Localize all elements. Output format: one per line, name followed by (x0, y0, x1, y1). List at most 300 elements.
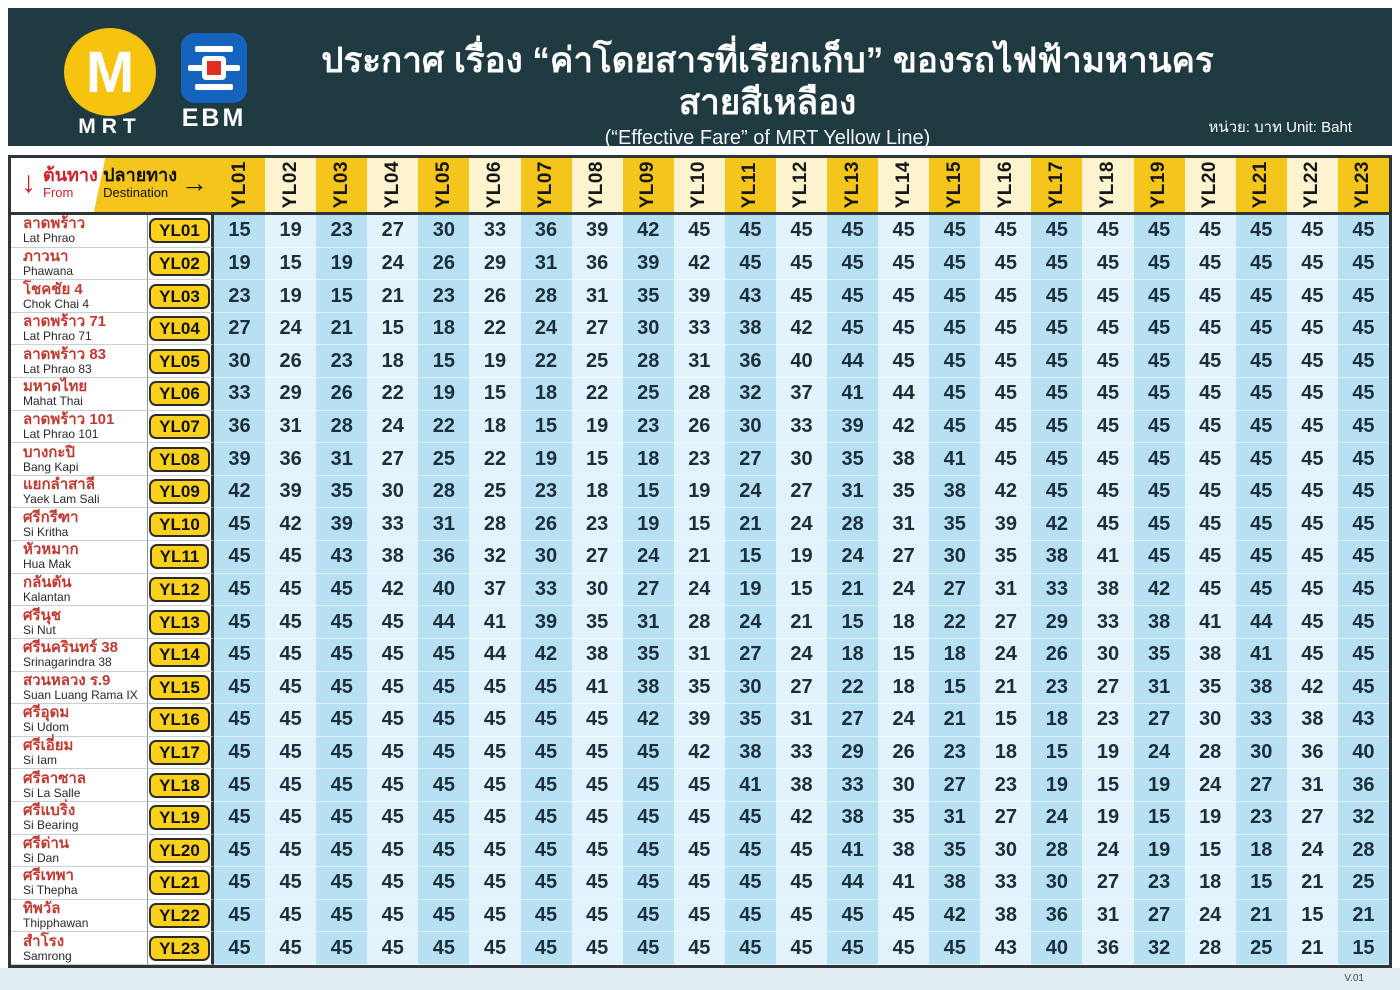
fare-cell-YL06-YL02: 29 (265, 378, 316, 411)
fare-cell-YL12-YL11: 19 (725, 574, 776, 607)
fare-cell-YL04-YL12: 42 (776, 313, 827, 346)
ebm-bar-top (195, 46, 233, 52)
fare-cell-YL01-YL13: 45 (827, 215, 878, 248)
fare-cell-YL22-YL12: 45 (776, 900, 827, 933)
fare-cell-YL02-YL08: 36 (572, 248, 623, 281)
station-name-YL01: ลาดพร้าว Lat Phrao (11, 215, 148, 248)
fare-cell-YL08-YL23: 45 (1338, 443, 1389, 476)
fare-cell-YL13-YL07: 39 (521, 606, 572, 639)
fare-cell-YL12-YL13: 21 (827, 574, 878, 607)
fare-cell-YL22-YL22: 15 (1287, 900, 1338, 933)
fare-cell-YL09-YL07: 23 (521, 476, 572, 509)
fare-cell-YL21-YL21: 15 (1236, 867, 1287, 900)
fare-cell-YL23-YL19: 32 (1134, 932, 1185, 965)
fare-cell-YL03-YL18: 45 (1082, 280, 1133, 313)
fare-cell-YL03-YL02: 19 (265, 280, 316, 313)
fare-cell-YL02-YL19: 45 (1134, 248, 1185, 281)
fare-cell-YL04-YL09: 30 (623, 313, 674, 346)
ebm-red-node (202, 56, 226, 80)
fare-cell-YL17-YL07: 45 (521, 737, 572, 770)
destination-label-thai: ปลายทาง (103, 165, 177, 185)
fare-cell-YL03-YL21: 45 (1236, 280, 1287, 313)
fare-cell-YL14-YL15: 18 (929, 639, 980, 672)
fare-cell-YL14-YL01: 45 (214, 639, 265, 672)
fare-cell-YL15-YL10: 35 (674, 672, 725, 705)
fare-cell-YL05-YL01: 30 (214, 345, 265, 378)
fare-cell-YL03-YL12: 45 (776, 280, 827, 313)
fare-cell-YL08-YL01: 39 (214, 443, 265, 476)
fare-cell-YL17-YL16: 18 (980, 737, 1031, 770)
fare-cell-YL06-YL03: 26 (316, 378, 367, 411)
fare-cell-YL11-YL03: 43 (316, 541, 367, 574)
fare-cell-YL19-YL03: 45 (316, 802, 367, 835)
fare-cell-YL23-YL10: 45 (674, 932, 725, 965)
fare-cell-YL14-YL07: 42 (521, 639, 572, 672)
station-name-YL07: ลาดพร้าว 101 Lat Phrao 101 (11, 411, 148, 444)
fare-cell-YL03-YL19: 45 (1134, 280, 1185, 313)
fare-cell-YL06-YL16: 45 (980, 378, 1031, 411)
fare-cell-YL22-YL05: 45 (418, 900, 469, 933)
station-name-YL19: ศรีแบริ่ง Si Bearing (11, 802, 148, 835)
fare-cell-YL21-YL17: 30 (1031, 867, 1082, 900)
station-name-YL20: ศรีด่าน Si Dan (11, 835, 148, 868)
fare-cell-YL12-YL14: 24 (878, 574, 929, 607)
fare-cell-YL07-YL22: 45 (1287, 411, 1338, 444)
fare-cell-YL10-YL05: 31 (418, 508, 469, 541)
fare-cell-YL06-YL06: 15 (469, 378, 520, 411)
fare-cell-YL20-YL12: 45 (776, 835, 827, 868)
fare-cell-YL21-YL03: 45 (316, 867, 367, 900)
fare-cell-YL16-YL22: 38 (1287, 704, 1338, 737)
fare-cell-YL11-YL04: 38 (367, 541, 418, 574)
fare-cell-YL20-YL21: 18 (1236, 835, 1287, 868)
fare-cell-YL02-YL06: 29 (469, 248, 520, 281)
fare-cell-YL09-YL15: 38 (929, 476, 980, 509)
fare-cell-YL08-YL07: 19 (521, 443, 572, 476)
ebm-logo (171, 33, 257, 133)
fare-cell-YL11-YL07: 30 (521, 541, 572, 574)
fare-cell-YL22-YL16: 38 (980, 900, 1031, 933)
fare-cell-YL23-YL02: 45 (265, 932, 316, 965)
fare-cell-YL05-YL02: 26 (265, 345, 316, 378)
fare-cell-YL11-YL05: 36 (418, 541, 469, 574)
mrt-logo-letter: M (85, 39, 135, 105)
station-badge-YL17: YL17 (148, 737, 214, 770)
fare-cell-YL10-YL10: 15 (674, 508, 725, 541)
fare-cell-YL17-YL03: 45 (316, 737, 367, 770)
fare-cell-YL16-YL09: 42 (623, 704, 674, 737)
station-name-YL08: บางกะปิ Bang Kapi (11, 443, 148, 476)
fare-cell-YL10-YL22: 45 (1287, 508, 1338, 541)
fare-cell-YL10-YL16: 39 (980, 508, 1031, 541)
fare-cell-YL08-YL18: 45 (1082, 443, 1133, 476)
fare-cell-YL04-YL02: 24 (265, 313, 316, 346)
title-thai: ประกาศ เรื่อง “ค่าโดยสารที่เรียกเก็บ” ของรถไฟฟ้ามหานคร สายสีเหลือง (321, 41, 1214, 122)
col-header-YL06: YL06 (469, 158, 520, 215)
destination-label-en: Destination (103, 184, 169, 200)
fare-cell-YL14-YL19: 35 (1134, 639, 1185, 672)
fare-cell-YL02-YL07: 31 (521, 248, 572, 281)
fare-cell-YL05-YL12: 40 (776, 345, 827, 378)
fare-cell-YL15-YL08: 41 (572, 672, 623, 705)
fare-cell-YL02-YL05: 26 (418, 248, 469, 281)
fare-cell-YL13-YL06: 41 (469, 606, 520, 639)
fare-cell-YL14-YL20: 38 (1185, 639, 1236, 672)
station-badge-YL11: YL11 (148, 541, 214, 574)
fare-cell-YL16-YL19: 27 (1134, 704, 1185, 737)
station-name-YL15: สวนหลวง ร.9 Suan Luang Rama IX (11, 672, 148, 705)
fare-cell-YL18-YL01: 45 (214, 769, 265, 802)
fare-cell-YL17-YL18: 19 (1082, 737, 1133, 770)
fare-cell-YL06-YL05: 19 (418, 378, 469, 411)
fare-cell-YL05-YL03: 23 (316, 345, 367, 378)
col-header-YL05: YL05 (418, 158, 469, 215)
fare-cell-YL04-YL16: 45 (980, 313, 1031, 346)
fare-cell-YL20-YL01: 45 (214, 835, 265, 868)
fare-cell-YL16-YL04: 45 (367, 704, 418, 737)
fare-cell-YL01-YL05: 30 (418, 215, 469, 248)
fare-cell-YL05-YL19: 45 (1134, 345, 1185, 378)
fare-cell-YL10-YL23: 45 (1338, 508, 1389, 541)
fare-cell-YL10-YL07: 26 (521, 508, 572, 541)
fare-cell-YL21-YL20: 18 (1185, 867, 1236, 900)
fare-cell-YL19-YL22: 27 (1287, 802, 1338, 835)
fare-cell-YL08-YL08: 15 (572, 443, 623, 476)
fare-cell-YL21-YL09: 45 (623, 867, 674, 900)
fare-cell-YL06-YL10: 28 (674, 378, 725, 411)
fare-cell-YL18-YL16: 23 (980, 769, 1031, 802)
fare-cell-YL02-YL14: 45 (878, 248, 929, 281)
fare-cell-YL08-YL21: 45 (1236, 443, 1287, 476)
fare-cell-YL14-YL21: 41 (1236, 639, 1287, 672)
fare-cell-YL17-YL20: 28 (1185, 737, 1236, 770)
fare-cell-YL15-YL03: 45 (316, 672, 367, 705)
fare-cell-YL23-YL16: 43 (980, 932, 1031, 965)
fare-cell-YL23-YL21: 25 (1236, 932, 1287, 965)
fare-cell-YL23-YL17: 40 (1031, 932, 1082, 965)
fare-cell-YL23-YL18: 36 (1082, 932, 1133, 965)
mrt-logo (58, 28, 162, 139)
station-name-YL04: ลาดพร้าว 71 Lat Phrao 71 (11, 313, 148, 346)
fare-cell-YL18-YL22: 31 (1287, 769, 1338, 802)
fare-cell-YL02-YL01: 19 (214, 248, 265, 281)
fare-cell-YL17-YL12: 33 (776, 737, 827, 770)
fare-cell-YL18-YL14: 30 (878, 769, 929, 802)
fare-table (8, 155, 1392, 968)
fare-cell-YL19-YL07: 45 (521, 802, 572, 835)
fare-cell-YL07-YL15: 45 (929, 411, 980, 444)
fare-cell-YL13-YL03: 45 (316, 606, 367, 639)
fare-cell-YL12-YL04: 42 (367, 574, 418, 607)
fare-cell-YL14-YL06: 44 (469, 639, 520, 672)
fare-cell-YL06-YL07: 18 (521, 378, 572, 411)
fare-cell-YL07-YL21: 45 (1236, 411, 1287, 444)
fare-cell-YL09-YL02: 39 (265, 476, 316, 509)
origin-label-en: From (43, 184, 74, 200)
fare-cell-YL21-YL02: 45 (265, 867, 316, 900)
station-badge-YL03: YL03 (148, 280, 214, 313)
fare-cell-YL03-YL04: 21 (367, 280, 418, 313)
fare-cell-YL12-YL06: 37 (469, 574, 520, 607)
fare-cell-YL12-YL12: 15 (776, 574, 827, 607)
page-title (288, 40, 1247, 150)
fare-cell-YL08-YL19: 45 (1134, 443, 1185, 476)
fare-cell-YL08-YL12: 30 (776, 443, 827, 476)
fare-cell-YL03-YL11: 43 (725, 280, 776, 313)
fare-cell-YL22-YL19: 27 (1134, 900, 1185, 933)
fare-cell-YL15-YL17: 23 (1031, 672, 1082, 705)
fare-cell-YL06-YL15: 45 (929, 378, 980, 411)
fare-cell-YL19-YL06: 45 (469, 802, 520, 835)
fare-cell-YL20-YL04: 45 (367, 835, 418, 868)
fare-cell-YL05-YL20: 45 (1185, 345, 1236, 378)
fare-cell-YL06-YL17: 45 (1031, 378, 1082, 411)
fare-cell-YL19-YL05: 45 (418, 802, 469, 835)
fare-cell-YL01-YL19: 45 (1134, 215, 1185, 248)
fare-cell-YL03-YL09: 35 (623, 280, 674, 313)
col-header-YL15: YL15 (929, 158, 980, 215)
fare-cell-YL04-YL23: 45 (1338, 313, 1389, 346)
fare-cell-YL16-YL11: 35 (725, 704, 776, 737)
fare-cell-YL11-YL09: 24 (623, 541, 674, 574)
station-badge-YL09: YL09 (148, 476, 214, 509)
fare-cell-YL02-YL16: 45 (980, 248, 1031, 281)
fare-cell-YL16-YL06: 45 (469, 704, 520, 737)
col-header-YL22: YL22 (1287, 158, 1338, 215)
fare-cell-YL06-YL04: 22 (367, 378, 418, 411)
fare-cell-YL15-YL05: 45 (418, 672, 469, 705)
fare-cell-YL13-YL18: 33 (1082, 606, 1133, 639)
fare-cell-YL05-YL21: 45 (1236, 345, 1287, 378)
col-header-YL18: YL18 (1082, 158, 1133, 215)
fare-cell-YL03-YL22: 45 (1287, 280, 1338, 313)
fare-cell-YL13-YL09: 31 (623, 606, 674, 639)
fare-cell-YL12-YL19: 42 (1134, 574, 1185, 607)
fare-cell-YL12-YL16: 31 (980, 574, 1031, 607)
fare-cell-YL12-YL22: 45 (1287, 574, 1338, 607)
fare-cell-YL22-YL03: 45 (316, 900, 367, 933)
fare-cell-YL09-YL23: 45 (1338, 476, 1389, 509)
fare-cell-YL16-YL16: 15 (980, 704, 1031, 737)
fare-cell-YL19-YL08: 45 (572, 802, 623, 835)
fare-cell-YL15-YL22: 42 (1287, 672, 1338, 705)
fare-cell-YL02-YL02: 15 (265, 248, 316, 281)
fare-cell-YL17-YL14: 26 (878, 737, 929, 770)
fare-cell-YL13-YL22: 45 (1287, 606, 1338, 639)
fare-cell-YL03-YL23: 45 (1338, 280, 1389, 313)
fare-cell-YL14-YL18: 30 (1082, 639, 1133, 672)
fare-cell-YL19-YL15: 31 (929, 802, 980, 835)
fare-cell-YL16-YL20: 30 (1185, 704, 1236, 737)
fare-cell-YL15-YL18: 27 (1082, 672, 1133, 705)
fare-cell-YL05-YL07: 22 (521, 345, 572, 378)
fare-cell-YL07-YL17: 45 (1031, 411, 1082, 444)
station-name-YL12: กลันตัน Kalantan (11, 574, 148, 607)
fare-cell-YL22-YL01: 45 (214, 900, 265, 933)
fare-cell-YL11-YL10: 21 (674, 541, 725, 574)
fare-cell-YL08-YL16: 45 (980, 443, 1031, 476)
fare-cell-YL09-YL10: 19 (674, 476, 725, 509)
fare-cell-YL08-YL20: 45 (1185, 443, 1236, 476)
fare-cell-YL05-YL17: 45 (1031, 345, 1082, 378)
station-name-YL06: มหาดไทย Mahat Thai (11, 378, 148, 411)
fare-cell-YL01-YL17: 45 (1031, 215, 1082, 248)
fare-cell-YL11-YL02: 45 (265, 541, 316, 574)
fare-cell-YL10-YL15: 35 (929, 508, 980, 541)
fare-cell-YL15-YL16: 21 (980, 672, 1031, 705)
fare-cell-YL18-YL07: 45 (521, 769, 572, 802)
fare-cell-YL05-YL10: 31 (674, 345, 725, 378)
destination-label (103, 166, 208, 200)
fare-cell-YL19-YL17: 24 (1031, 802, 1082, 835)
fare-cell-YL09-YL06: 25 (469, 476, 520, 509)
fare-cell-YL21-YL07: 45 (521, 867, 572, 900)
fare-cell-YL02-YL15: 45 (929, 248, 980, 281)
fare-cell-YL10-YL06: 28 (469, 508, 520, 541)
fare-cell-YL17-YL19: 24 (1134, 737, 1185, 770)
fare-cell-YL19-YL12: 42 (776, 802, 827, 835)
fare-cell-YL15-YL02: 45 (265, 672, 316, 705)
fare-cell-YL20-YL15: 35 (929, 835, 980, 868)
fare-cell-YL13-YL14: 18 (878, 606, 929, 639)
fare-cell-YL18-YL17: 19 (1031, 769, 1082, 802)
fare-cell-YL05-YL15: 45 (929, 345, 980, 378)
ebm-logo-label: EBM (181, 104, 247, 132)
fare-cell-YL06-YL12: 37 (776, 378, 827, 411)
station-badge-YL05: YL05 (148, 345, 214, 378)
fare-cell-YL10-YL13: 28 (827, 508, 878, 541)
fare-cell-YL11-YL06: 32 (469, 541, 520, 574)
fare-cell-YL21-YL08: 45 (572, 867, 623, 900)
fare-cell-YL20-YL13: 41 (827, 835, 878, 868)
fare-cell-YL10-YL20: 45 (1185, 508, 1236, 541)
fare-cell-YL23-YL07: 45 (521, 932, 572, 965)
fare-cell-YL03-YL07: 28 (521, 280, 572, 313)
fare-cell-YL02-YL13: 45 (827, 248, 878, 281)
fare-cell-YL21-YL01: 45 (214, 867, 265, 900)
fare-cell-YL06-YL13: 41 (827, 378, 878, 411)
fare-cell-YL11-YL17: 38 (1031, 541, 1082, 574)
fare-cell-YL14-YL14: 15 (878, 639, 929, 672)
fare-cell-YL13-YL21: 44 (1236, 606, 1287, 639)
fare-cell-YL22-YL07: 45 (521, 900, 572, 933)
fare-cell-YL23-YL08: 45 (572, 932, 623, 965)
fare-cell-YL06-YL22: 45 (1287, 378, 1338, 411)
fare-cell-YL01-YL15: 45 (929, 215, 980, 248)
fare-cell-YL23-YL09: 45 (623, 932, 674, 965)
fare-cell-YL14-YL11: 27 (725, 639, 776, 672)
fare-cell-YL20-YL22: 24 (1287, 835, 1338, 868)
fare-cell-YL23-YL13: 45 (827, 932, 878, 965)
fare-cell-YL17-YL23: 40 (1338, 737, 1389, 770)
fare-cell-YL16-YL12: 31 (776, 704, 827, 737)
fare-cell-YL23-YL01: 45 (214, 932, 265, 965)
fare-cell-YL03-YL14: 45 (878, 280, 929, 313)
fare-cell-YL18-YL04: 45 (367, 769, 418, 802)
fare-cell-YL03-YL10: 39 (674, 280, 725, 313)
station-name-YL13: ศรีนุช Si Nut (11, 606, 148, 639)
unit-label: หน่วย: บาท Unit: Baht (1208, 119, 1352, 136)
right-arrow-icon: → (181, 167, 208, 198)
fare-cell-YL04-YL15: 45 (929, 313, 980, 346)
fare-cell-YL13-YL11: 24 (725, 606, 776, 639)
fare-cell-YL02-YL17: 45 (1031, 248, 1082, 281)
fare-cell-YL09-YL22: 45 (1287, 476, 1338, 509)
fare-cell-YL06-YL21: 45 (1236, 378, 1287, 411)
fare-cell-YL04-YL07: 24 (521, 313, 572, 346)
fare-cell-YL17-YL15: 23 (929, 737, 980, 770)
fare-cell-YL05-YL23: 45 (1338, 345, 1389, 378)
fare-cell-YL13-YL04: 45 (367, 606, 418, 639)
fare-cell-YL18-YL06: 45 (469, 769, 520, 802)
fare-cell-YL20-YL14: 38 (878, 835, 929, 868)
fare-cell-YL07-YL05: 22 (418, 411, 469, 444)
col-header-YL16: YL16 (980, 158, 1031, 215)
fare-cell-YL01-YL08: 39 (572, 215, 623, 248)
fare-cell-YL09-YL17: 45 (1031, 476, 1082, 509)
fare-cell-YL08-YL03: 31 (316, 443, 367, 476)
fare-cell-YL23-YL14: 45 (878, 932, 929, 965)
station-badge-YL01: YL01 (148, 215, 214, 248)
fare-cell-YL01-YL12: 45 (776, 215, 827, 248)
fare-cell-YL11-YL14: 27 (878, 541, 929, 574)
fare-cell-YL02-YL11: 45 (725, 248, 776, 281)
fare-cell-YL11-YL23: 45 (1338, 541, 1389, 574)
fare-cell-YL07-YL02: 31 (265, 411, 316, 444)
fare-cell-YL14-YL13: 18 (827, 639, 878, 672)
col-header-YL23: YL23 (1338, 158, 1389, 215)
fare-cell-YL02-YL12: 45 (776, 248, 827, 281)
fare-cell-YL16-YL07: 45 (521, 704, 572, 737)
fare-cell-YL23-YL12: 45 (776, 932, 827, 965)
fare-cell-YL13-YL12: 21 (776, 606, 827, 639)
fare-cell-YL04-YL14: 45 (878, 313, 929, 346)
fare-cell-YL18-YL09: 45 (623, 769, 674, 802)
fare-cell-YL12-YL09: 27 (623, 574, 674, 607)
fare-cell-YL02-YL03: 19 (316, 248, 367, 281)
fare-cell-YL16-YL17: 18 (1031, 704, 1082, 737)
fare-cell-YL16-YL15: 21 (929, 704, 980, 737)
origin-label (21, 166, 98, 200)
fare-cell-YL20-YL08: 45 (572, 835, 623, 868)
fare-cell-YL15-YL15: 15 (929, 672, 980, 705)
fare-cell-YL15-YL01: 45 (214, 672, 265, 705)
fare-cell-YL10-YL17: 42 (1031, 508, 1082, 541)
fare-cell-YL09-YL21: 45 (1236, 476, 1287, 509)
ebm-bar-middle (188, 65, 240, 71)
fare-cell-YL16-YL02: 45 (265, 704, 316, 737)
fare-cell-YL12-YL10: 24 (674, 574, 725, 607)
fare-cell-YL20-YL17: 28 (1031, 835, 1082, 868)
fare-cell-YL14-YL05: 45 (418, 639, 469, 672)
fare-cell-YL16-YL23: 43 (1338, 704, 1389, 737)
fare-cell-YL15-YL11: 30 (725, 672, 776, 705)
fare-cell-YL21-YL04: 45 (367, 867, 418, 900)
station-badge-YL14: YL14 (148, 639, 214, 672)
station-name-YL18: ศรีลาซาล Si La Salle (11, 769, 148, 802)
fare-cell-YL22-YL02: 45 (265, 900, 316, 933)
fare-cell-YL09-YL03: 35 (316, 476, 367, 509)
fare-cell-YL20-YL07: 45 (521, 835, 572, 868)
fare-cell-YL11-YL01: 45 (214, 541, 265, 574)
fare-cell-YL03-YL06: 26 (469, 280, 520, 313)
fare-cell-YL01-YL23: 45 (1338, 215, 1389, 248)
col-header-YL08: YL08 (572, 158, 623, 215)
fare-cell-YL02-YL18: 45 (1082, 248, 1133, 281)
fare-cell-YL07-YL11: 30 (725, 411, 776, 444)
fare-cell-YL12-YL08: 30 (572, 574, 623, 607)
fare-cell-YL09-YL04: 30 (367, 476, 418, 509)
